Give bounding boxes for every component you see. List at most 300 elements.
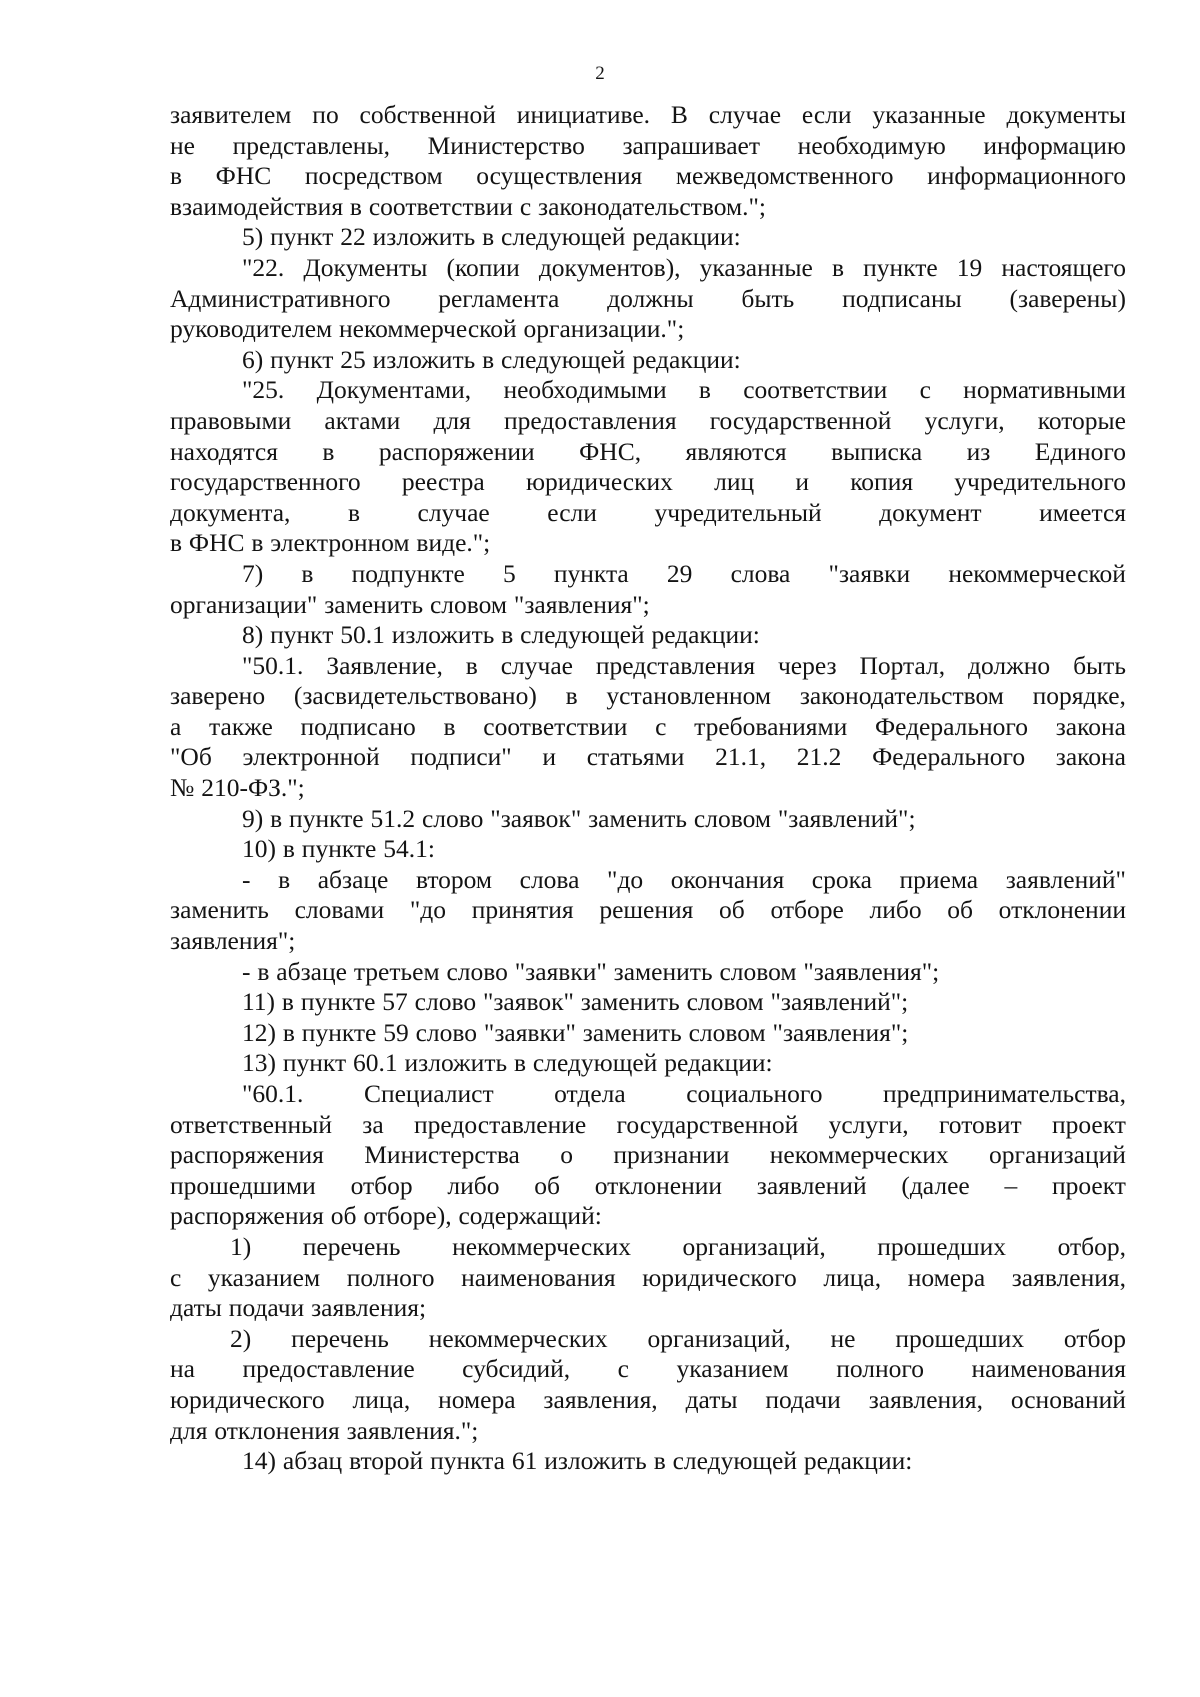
word: заявления,: [1011, 1262, 1126, 1292]
word: осуществления: [476, 161, 643, 191]
word: пункте: [301, 834, 377, 864]
word: в: [565, 681, 578, 711]
word: имеется: [1039, 497, 1126, 527]
word: словом: [688, 1017, 766, 1047]
word: представления: [595, 650, 756, 680]
word: 7): [242, 558, 264, 588]
word: отборе: [770, 895, 844, 925]
word: заменить: [324, 589, 424, 619]
text-line: [170, 620, 1126, 651]
word: 9): [242, 803, 264, 833]
word: редакции:: [803, 1446, 913, 1476]
word: (копии: [446, 252, 520, 282]
word: редакции:: [632, 344, 741, 374]
word: ФНС: [215, 161, 272, 191]
word: 50.1: [340, 620, 385, 650]
word: Федерального: [874, 711, 1028, 741]
word: окончания: [670, 864, 785, 894]
word: документов),: [538, 252, 681, 282]
word: даты: [170, 1293, 222, 1323]
text-line: [170, 192, 1126, 223]
word: пункте: [301, 1017, 377, 1047]
word: закона: [1055, 742, 1126, 772]
word: либо: [869, 895, 922, 925]
word: если: [547, 497, 597, 527]
word: пункта: [553, 558, 629, 588]
text-line: [170, 865, 1126, 896]
word: учредительного: [954, 467, 1126, 497]
word: либо: [447, 1170, 500, 1200]
word: заменить: [613, 956, 713, 986]
word: абзаце: [317, 864, 389, 894]
word: принятия: [471, 895, 574, 925]
word: ответственный: [170, 1109, 332, 1139]
word: юридических: [525, 467, 673, 497]
word: В: [670, 100, 688, 129]
word: не: [170, 130, 195, 160]
word: "заявки: [828, 558, 911, 588]
word: 14): [242, 1446, 276, 1476]
word: отдела: [554, 1079, 626, 1108]
word: Заявление,: [326, 650, 443, 680]
word: "заявления";: [513, 589, 650, 619]
word: в: [653, 1446, 666, 1476]
word: с: [617, 1354, 629, 1384]
word: субсидий,: [462, 1354, 571, 1384]
word: с: [655, 711, 667, 741]
word: быть: [1073, 650, 1126, 680]
page-number: 2: [595, 63, 605, 84]
word: оснований: [1010, 1384, 1126, 1414]
text-line: [170, 1263, 1126, 1294]
word: необходимыми: [503, 375, 667, 405]
word: являются: [685, 436, 787, 466]
word: редакции:: [651, 620, 760, 650]
word: 10): [242, 834, 276, 864]
word: в: [251, 528, 264, 558]
word: изложить: [404, 1048, 508, 1078]
text-line: [170, 375, 1126, 406]
word: находятся: [170, 436, 278, 466]
word: "до: [409, 895, 447, 925]
word: "заявки": [514, 956, 607, 986]
word: отклонения: [214, 1415, 340, 1445]
text-line: [170, 1324, 1126, 1355]
word: случае: [708, 100, 782, 129]
word: редакции:: [632, 222, 741, 252]
text-line: [170, 712, 1126, 743]
word: №: [170, 773, 195, 803]
text-line: [170, 314, 1126, 345]
word: 59: [383, 1017, 409, 1047]
word: "заявления";: [772, 1017, 909, 1047]
text-line: [170, 1354, 1126, 1385]
word: содержащий:: [458, 1201, 602, 1231]
word: в: [282, 834, 295, 864]
word: 21.1,: [715, 742, 767, 772]
word: даты: [685, 1384, 738, 1414]
text-line: [170, 1385, 1126, 1416]
text-line: [170, 1416, 1126, 1447]
word: 210-ФЗ.";: [201, 773, 305, 803]
text-line: [170, 406, 1126, 437]
word: лиц: [714, 467, 755, 497]
word: 22: [340, 222, 366, 252]
word: указанные: [699, 252, 813, 282]
word: Министерства: [364, 1140, 520, 1170]
word: 21.2: [796, 742, 842, 772]
text-line: [170, 1201, 1126, 1232]
word: 5: [502, 558, 516, 588]
text-line: [170, 253, 1126, 284]
word: электронном: [270, 528, 410, 558]
word: заявлений: [756, 1170, 867, 1200]
word: если: [801, 100, 852, 129]
word: установленном: [606, 681, 772, 711]
word: следующей: [501, 344, 626, 374]
word: в: [281, 987, 294, 1017]
word: словом: [429, 589, 508, 619]
word: "60.1.: [242, 1079, 304, 1108]
word: заявления,: [868, 1384, 983, 1414]
word: следующей: [520, 620, 645, 650]
word: актами: [324, 405, 401, 435]
word: соответствии: [743, 375, 888, 405]
word: в: [270, 803, 283, 833]
word: на: [170, 1354, 195, 1384]
word: отборе),: [363, 1201, 452, 1231]
word: слово: [415, 1017, 478, 1047]
word: об: [330, 1201, 357, 1231]
word: "Об: [170, 742, 212, 772]
text-line: [170, 1110, 1126, 1141]
word: в: [482, 344, 495, 374]
word: об: [534, 1170, 560, 1200]
word: в: [831, 252, 845, 282]
text-line: [170, 131, 1126, 162]
word: изложить: [372, 344, 476, 374]
word: полного: [836, 1354, 924, 1384]
word: в: [698, 375, 711, 405]
word: учредительный: [654, 497, 822, 527]
word: заявления;: [311, 1293, 427, 1323]
word: 51.2: [370, 803, 416, 833]
word: информационного: [927, 161, 1126, 191]
word: –: [1004, 1170, 1018, 1200]
word: также: [209, 711, 273, 741]
word: настоящего: [1001, 252, 1126, 282]
word: виде.";: [416, 528, 491, 558]
word: изложить: [372, 222, 476, 252]
word: в: [282, 1017, 295, 1047]
word: проект: [1051, 1170, 1126, 1200]
text-line: [170, 773, 1126, 804]
text-line: [170, 1048, 1126, 1079]
word: и: [542, 742, 557, 772]
word: по: [312, 100, 339, 129]
word: представлены,: [232, 130, 390, 160]
word: заверено: [170, 681, 266, 711]
text-line: [170, 1140, 1126, 1171]
word: регламента: [438, 283, 560, 313]
word: словом: [693, 803, 771, 833]
word: для: [170, 1415, 208, 1445]
word: 6): [242, 344, 264, 374]
word: указанные: [872, 100, 986, 129]
word: "50.1.: [242, 650, 304, 680]
word: 8): [242, 620, 264, 650]
text-line: [170, 1079, 1126, 1110]
word: в: [301, 558, 314, 588]
word: подписи": [410, 742, 512, 772]
word: посредством: [304, 161, 443, 191]
word: через: [777, 650, 837, 680]
text-line: [170, 1171, 1126, 1202]
word: электронной: [242, 742, 380, 772]
word: организаций,: [647, 1323, 791, 1353]
text-line: [170, 590, 1126, 621]
word: социального: [686, 1079, 823, 1108]
word: 57: [382, 987, 408, 1017]
word: взаимодействия: [170, 191, 344, 221]
word: из: [966, 436, 991, 466]
text-line: [170, 957, 1126, 988]
word: следующей: [532, 1048, 658, 1078]
word: полного: [346, 1262, 435, 1292]
word: заявления";: [170, 926, 296, 956]
text-line: [170, 284, 1126, 315]
word: абзац: [282, 1446, 343, 1476]
word: 13): [242, 1048, 276, 1078]
word: 2): [230, 1323, 252, 1353]
word: 25: [340, 344, 366, 374]
text-line: [170, 834, 1126, 865]
word: "заявлений";: [770, 987, 909, 1017]
text-line: [170, 1446, 1126, 1477]
word: указанием: [676, 1354, 789, 1384]
word: предпринимательства,: [883, 1079, 1126, 1108]
text-line: [170, 1293, 1126, 1324]
word: распоряжении: [378, 436, 535, 466]
word: за: [362, 1109, 384, 1139]
word: организации.";: [523, 314, 685, 344]
word: пункте: [289, 803, 364, 833]
word: некоммерческой: [948, 558, 1126, 588]
word: в: [349, 191, 362, 221]
word: случае: [417, 497, 490, 527]
word: следующей: [672, 1446, 798, 1476]
text-line: [170, 987, 1126, 1018]
word: закона: [1055, 711, 1126, 741]
word: 12): [242, 1017, 276, 1047]
word: 61: [511, 1446, 538, 1476]
word: словом: [686, 987, 764, 1017]
word: предоставления: [504, 405, 677, 435]
word: "25.: [242, 375, 285, 405]
word: соответствии: [483, 711, 628, 741]
word: 29: [666, 558, 693, 588]
word: перечень: [291, 1323, 389, 1353]
word: изложить: [544, 1446, 647, 1476]
word: словом: [719, 956, 797, 986]
word: отклонении: [998, 895, 1126, 925]
word: "заявлений";: [777, 803, 916, 833]
word: информацию: [983, 130, 1126, 160]
word: некоммерческой: [339, 314, 517, 344]
word: следующей: [501, 222, 626, 252]
word: об: [947, 895, 973, 925]
word: документа,: [170, 497, 291, 527]
word: заменить: [170, 895, 269, 925]
word: отбор,: [1057, 1231, 1126, 1261]
word: предоставление: [414, 1109, 587, 1139]
word: 60.1: [353, 1048, 398, 1078]
word: распоряжения: [170, 1201, 324, 1231]
word: для: [433, 405, 471, 435]
word: заявителем: [170, 100, 292, 129]
word: в: [465, 650, 478, 680]
word: лица,: [352, 1384, 411, 1414]
word: отбор: [1063, 1323, 1126, 1353]
word: подачи: [228, 1293, 305, 1323]
word: законодательством: [799, 681, 1004, 711]
word: межведомственного: [675, 161, 894, 191]
text-line: [170, 222, 1126, 253]
word: организаций: [989, 1140, 1126, 1170]
word: пункта: [430, 1446, 505, 1476]
word: которые: [1037, 405, 1126, 435]
word: признании: [613, 1140, 730, 1170]
word: срока: [811, 864, 872, 894]
text-line: [170, 528, 1126, 559]
word: не: [830, 1323, 856, 1353]
text-line: [170, 467, 1126, 498]
word: документ: [879, 497, 982, 527]
word: (засвидетельствовано): [293, 681, 537, 711]
word: быть: [741, 283, 795, 313]
word: подпункте: [351, 558, 465, 588]
word: в: [170, 161, 183, 191]
word: государственной: [616, 1109, 799, 1139]
word: необходимую: [797, 130, 946, 160]
word: редакции:: [664, 1048, 773, 1078]
word: пункт: [270, 222, 334, 252]
word: готовит: [938, 1109, 1022, 1139]
word: (заверены): [1009, 283, 1126, 313]
word: слова: [730, 558, 791, 588]
word: некоммерческих: [769, 1140, 949, 1170]
word: изложить: [391, 620, 495, 650]
word: Федерального: [872, 742, 1026, 772]
word: "22.: [242, 252, 285, 282]
word: (далее: [901, 1170, 970, 1200]
word: услуги,: [924, 405, 1005, 435]
word: заявлений": [1005, 864, 1126, 894]
word: пункте: [863, 252, 938, 282]
word: "до: [607, 864, 644, 894]
word: отбор: [350, 1170, 413, 1200]
word: в: [482, 222, 495, 252]
word: "заявки": [483, 1017, 576, 1047]
text-line: [170, 804, 1126, 835]
word: -: [242, 956, 251, 986]
word: третьем: [353, 956, 440, 986]
word: правовыми: [170, 405, 292, 435]
word: прошедших: [877, 1231, 1007, 1261]
text-line: [170, 1232, 1126, 1263]
word: заявления,: [543, 1384, 658, 1414]
word: подписано: [300, 711, 416, 741]
word: юридического: [642, 1262, 797, 1292]
word: случае: [500, 650, 573, 680]
word: второй: [349, 1446, 424, 1476]
word: организации": [170, 589, 318, 619]
text-line: [170, 681, 1126, 712]
word: 19: [956, 252, 983, 282]
word: в: [257, 956, 270, 986]
word: подписаны: [842, 283, 962, 313]
word: в: [443, 711, 456, 741]
word: втором: [415, 864, 493, 894]
word: государственной: [709, 405, 892, 435]
word: ФНС,: [579, 436, 642, 466]
word: заявления.";: [346, 1415, 479, 1445]
word: 5): [242, 222, 264, 252]
word: 11): [242, 987, 276, 1017]
word: прошедшими: [170, 1170, 316, 1200]
word: запрашивает: [622, 130, 761, 160]
word: в: [322, 436, 335, 466]
word: в: [278, 864, 291, 894]
text-line: [170, 651, 1126, 682]
word: об: [719, 895, 745, 925]
word: пункт: [270, 620, 334, 650]
word: наименования: [971, 1354, 1126, 1384]
word: собственной: [359, 100, 496, 129]
word: распоряжения: [170, 1140, 324, 1170]
text-line: [170, 559, 1126, 590]
word: Портал,: [859, 650, 946, 680]
word: копия: [850, 467, 914, 497]
word: с: [919, 375, 931, 405]
word: в: [501, 620, 514, 650]
word: порядке,: [1032, 681, 1126, 711]
word: 54.1:: [383, 834, 435, 864]
word: решения: [599, 895, 694, 925]
word: соответствии: [368, 191, 513, 221]
word: некоммерческих: [428, 1323, 608, 1353]
word: пункт: [282, 1048, 347, 1078]
word: слова: [519, 864, 580, 894]
text-line: [170, 926, 1126, 957]
word: в: [170, 528, 183, 558]
word: законодательством.";: [538, 191, 766, 221]
word: проект: [1051, 1109, 1126, 1139]
text-line: [170, 742, 1126, 773]
word: инициативе.: [516, 100, 651, 129]
word: "заявок": [490, 803, 582, 833]
word: наименования: [461, 1262, 616, 1292]
text-line: [170, 100, 1126, 131]
word: в: [513, 1048, 527, 1078]
text-line: [170, 437, 1126, 468]
word: выписка: [831, 436, 923, 466]
word: заменить: [588, 803, 688, 833]
word: Министерство: [427, 130, 585, 160]
word: некоммерческих: [452, 1231, 631, 1261]
word: отклонении: [594, 1170, 723, 1200]
word: словами: [294, 895, 385, 925]
